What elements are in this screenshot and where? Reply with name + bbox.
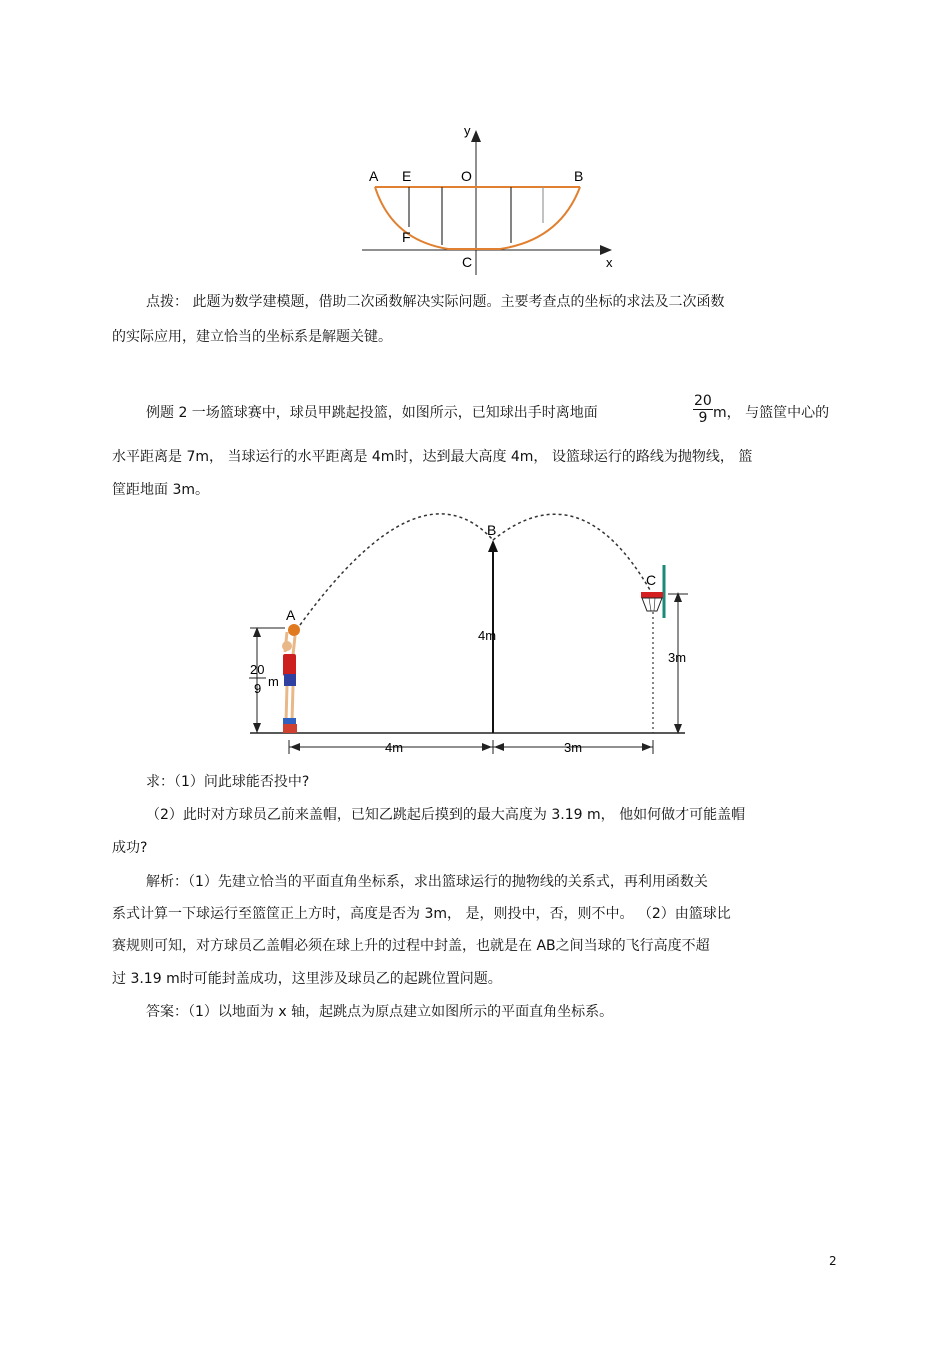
example2-line-3: 筐距地面 3m。 <box>112 482 209 498</box>
player-height-unit: m <box>268 674 279 689</box>
example2-line-2: 水平距离是 7m， 当球运行的水平距离是 4m时，达到最大高度 4m， 设篮球运行的路线为抛物线， 篮 <box>112 449 753 465</box>
label-x: x <box>606 255 613 270</box>
analysis-line-1: 解析：（1）先建立恰当的平面直角坐标系，求出篮球运行的抛物线的关系式，再利用函数关 <box>146 874 708 890</box>
page-number: 2 <box>829 1254 837 1268</box>
question-2-line-1: （2）此时对方球员乙前来盖帽，已知乙跳起后摸到的最大高度为 3.19 m， 他如何做才可能盖帽 <box>146 807 746 823</box>
distance-left-label: 4m <box>385 740 404 755</box>
label-a: A <box>286 607 296 623</box>
tip-line-1: 点拨： 此题为数学建模题，借助二次函数解决实际问题。主要考查点的坐标的求法及二次函数 <box>146 294 725 310</box>
label-c: C <box>462 254 473 270</box>
label-b: B <box>487 522 497 538</box>
peak-arrow-icon <box>488 540 498 552</box>
label-c: C <box>646 572 657 588</box>
ball-icon <box>288 624 300 636</box>
question-2-line-2: 成功? <box>112 840 148 856</box>
analysis-line-2: 系式计算一下球运行至篮筐正上方时，高度是否为 3m， 是，则投中，否，则不中。 （2）由篮球比 <box>112 906 731 922</box>
distance-arrow-icon <box>494 743 504 751</box>
distance-right-label: 3m <box>564 740 583 755</box>
label-y: y <box>464 123 471 138</box>
answer-line-1: 答案：（1）以地面为 x 轴，起跳点为原点建立如图所示的平面直角坐标系。 <box>146 1004 614 1020</box>
player-height-denominator: 9 <box>254 681 262 696</box>
example2-line-1: 例题 2 一场篮球赛中，球员甲跳起投篮，如图所示，已知球出手时离地面 <box>146 405 598 421</box>
player-height-arrow-icon <box>253 723 261 733</box>
label-a: A <box>369 168 379 184</box>
hoop-rim <box>641 592 663 598</box>
analysis-line-3: 赛规则可知，对方球员乙盖帽必须在球上升的过程中封盖，也就是在 AB之间当球的飞行高度不超 <box>112 938 710 954</box>
distance-arrow-icon <box>290 743 300 751</box>
label-o: O <box>461 168 472 184</box>
label-f: F <box>402 229 411 245</box>
distance-arrow-icon <box>642 743 652 751</box>
player-height-numerator: 20 <box>250 662 265 677</box>
label-b: B <box>574 168 584 184</box>
tip-line-2: 的实际应用，建立恰当的坐标系是解题关键。 <box>112 329 392 345</box>
analysis-line-4: 过 3.19 m时可能封盖成功，这里涉及球员乙的起跳位置问题。 <box>112 971 502 987</box>
question-1: 求：（1）问此球能否投中? <box>146 774 310 790</box>
distance-arrow-icon <box>482 743 492 751</box>
hoop-height-label: 3m <box>668 650 687 665</box>
example2-line-1-end: m， 与篮筐中心的 <box>713 405 830 421</box>
label-e: E <box>402 168 412 184</box>
peak-height-label: 4m <box>478 628 497 643</box>
hoop-net <box>642 598 662 611</box>
fraction-denominator: 9 <box>698 410 708 426</box>
fraction-numerator: 20 <box>694 393 712 409</box>
basketball-player-icon <box>282 624 300 733</box>
ball-trajectory <box>300 514 650 625</box>
